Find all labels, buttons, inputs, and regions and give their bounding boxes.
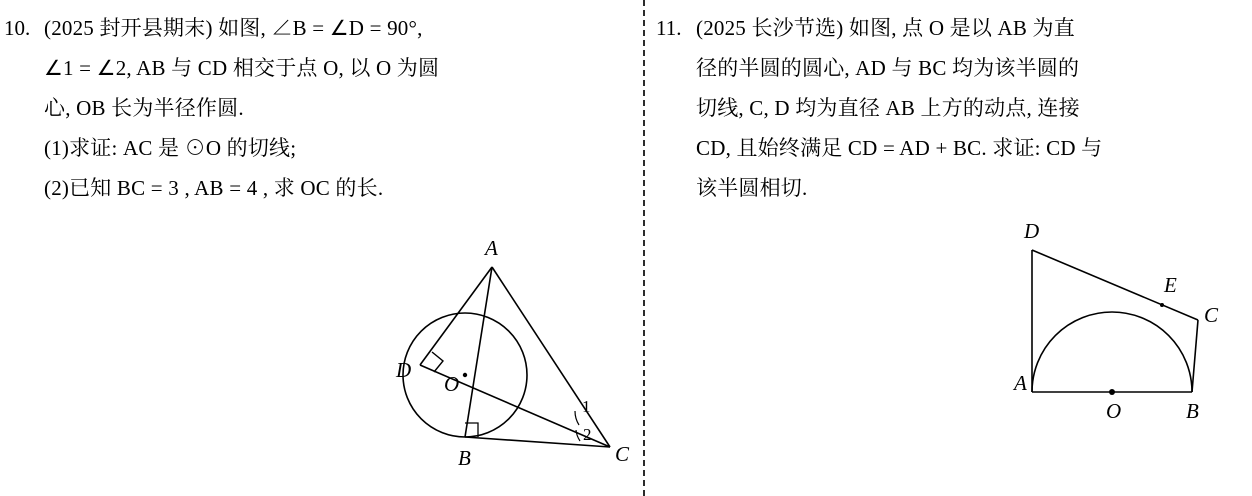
figure-problem-11 xyxy=(1012,200,1252,430)
figure-problem-10 xyxy=(360,225,640,475)
label-c: C xyxy=(615,442,630,466)
right-angle-mark-d xyxy=(432,352,443,372)
point-o-dot xyxy=(1109,389,1115,395)
semicircle-tangent-diagram xyxy=(1012,200,1252,430)
label-b: B xyxy=(458,446,471,470)
label-d: D xyxy=(1024,219,1040,243)
problem-11-line-2: 径的半圆的圆心, AD 与 BC 均为该半圆的 xyxy=(696,56,1080,80)
semicircle-arc xyxy=(1032,312,1192,392)
point-o-dot xyxy=(463,373,467,377)
problem-11 xyxy=(652,0,1252,208)
label-d: D xyxy=(396,358,412,382)
problem-column-right xyxy=(652,0,1252,423)
label-a: A xyxy=(1014,371,1027,395)
segment-bc xyxy=(1192,320,1198,392)
angle-arc-1 xyxy=(575,411,579,425)
problem-column-left xyxy=(0,0,636,470)
segment-ab xyxy=(465,267,492,437)
problem-10-line-2: ∠1 = ∠2, AB 与 CD 相交于点 O, 以 O 为圆 xyxy=(44,56,440,80)
label-angle-2: 2 xyxy=(583,425,592,444)
point-e-dot xyxy=(1160,303,1164,307)
problem-11-line-3: 切线, C, D 均为直径 AB 上方的动点, 连接 xyxy=(696,96,1080,120)
circle-tangent-diagram xyxy=(360,225,640,475)
label-angle-1: 1 xyxy=(582,397,591,416)
problem-10-text xyxy=(44,8,636,208)
label-a: A xyxy=(485,236,498,260)
problem-10-line-5: (2)已知 BC = 3 , AB = 4 , 求 OC 的长. xyxy=(44,176,384,200)
problem-11-line-4: CD, 且始终满足 CD = AD + BC. 求证: CD 与 xyxy=(696,136,1103,160)
segment-ac xyxy=(492,267,610,447)
problem-10-line-3: 心, OB 长为半径作圆. xyxy=(44,96,244,120)
problem-10-line-1: (2025 封开县期末) 如图, ∠B = ∠D = 90°, xyxy=(44,16,423,40)
label-b: B xyxy=(1186,399,1199,423)
problem-11-line-5: 该半圆相切. xyxy=(696,176,808,200)
problem-11-text xyxy=(696,8,1252,208)
problem-11-line-1: (2025 长沙节选) 如图, 点 O 是以 AB 为直 xyxy=(696,16,1075,40)
problem-10-line-4: (1)求证: AC 是 ⊙O 的切线; xyxy=(44,136,297,160)
label-e: E xyxy=(1164,273,1177,297)
column-divider xyxy=(643,0,645,496)
problem-10-number: 10. xyxy=(4,16,31,40)
label-c: C xyxy=(1204,303,1219,327)
problem-11-number: 11. xyxy=(656,16,682,40)
label-o: O xyxy=(444,372,460,396)
angle-arc-2 xyxy=(576,430,580,441)
segment-ad xyxy=(420,267,492,365)
label-o: O xyxy=(1106,399,1122,423)
problem-10 xyxy=(0,0,636,208)
